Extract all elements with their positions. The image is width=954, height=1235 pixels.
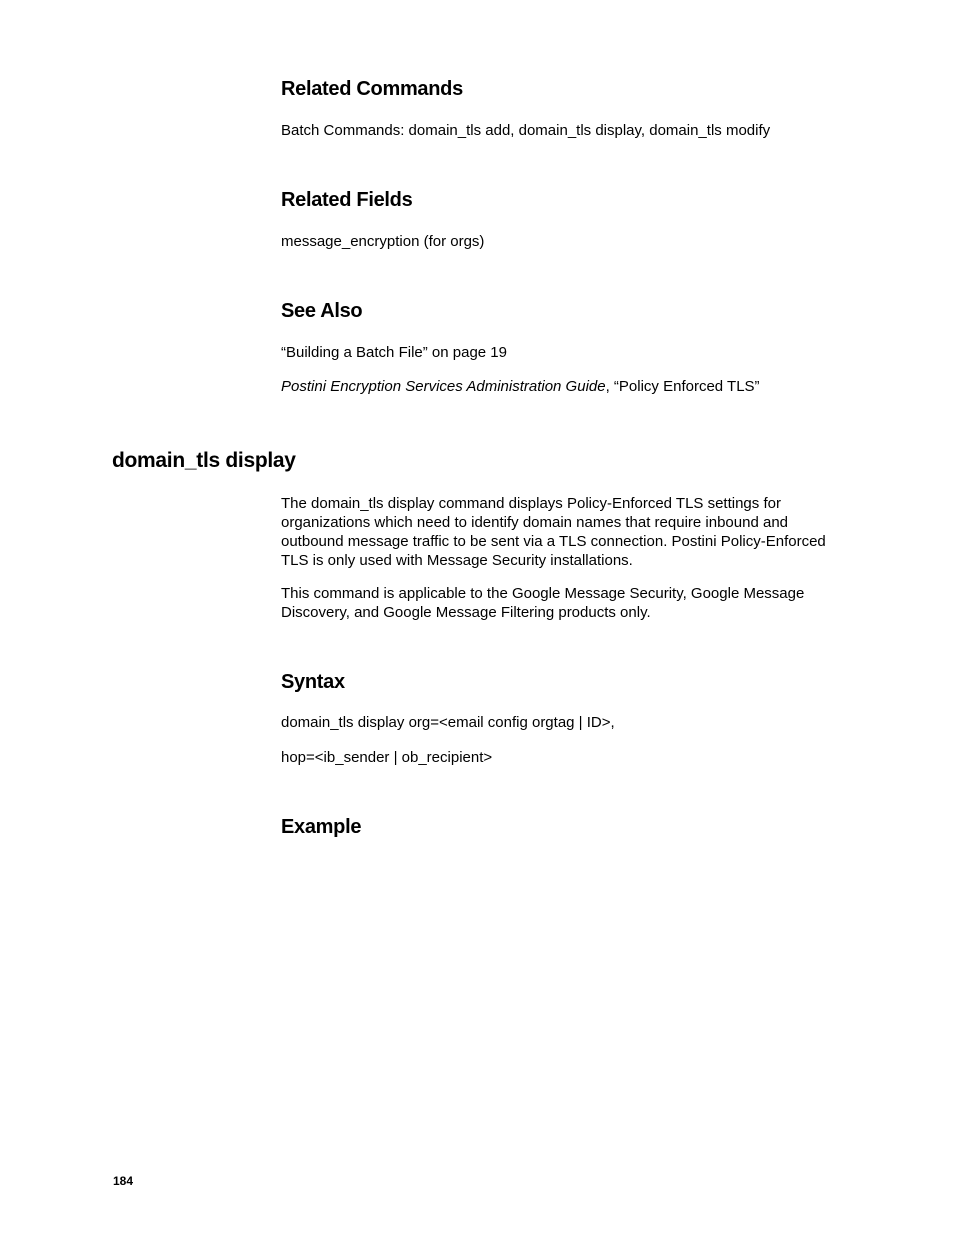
- section-paragraph-1: The domain_tls display command displays Policy-Enforced TLS settings for organizations which need to identify domain names that require inbound and outbound message traffic to be sent via a TLS connection. Postini Policy-Enforced TLS is only used with Message Security installations.: [281, 495, 826, 569]
- guide-title: Postini Encryption Services Administration Guide: [281, 378, 606, 395]
- syntax-line-1: domain_tls display org=<email config orgtag | ID>,: [281, 714, 615, 731]
- example-heading: Example: [281, 816, 362, 838]
- related-commands-text: Batch Commands: domain_tls add, domain_tls display, domain_tls modify: [281, 122, 771, 139]
- see-also-link-batch-file[interactable]: “Building a Batch File” on page 19: [281, 344, 507, 361]
- section-title: domain_tls display: [112, 449, 296, 472]
- see-also-guide-reference[interactable]: [281, 377, 841, 396]
- related-fields-heading: Related Fields: [281, 189, 413, 211]
- syntax-heading: Syntax: [281, 671, 345, 693]
- page-number: 184: [113, 1174, 134, 1188]
- syntax-line-2: hop=<ib_sender | ob_recipient>: [281, 749, 493, 766]
- section-paragraph-2: This command is applicable to the Google Message Security, Google Message Discovery, and Google Message Filtering products only.: [281, 585, 805, 621]
- see-also-heading: See Also: [281, 300, 363, 322]
- guide-section: , “Policy Enforced TLS”: [605, 378, 760, 395]
- related-fields-text: message_encryption (for orgs): [281, 233, 485, 250]
- related-commands-heading: Related Commands: [281, 78, 463, 100]
